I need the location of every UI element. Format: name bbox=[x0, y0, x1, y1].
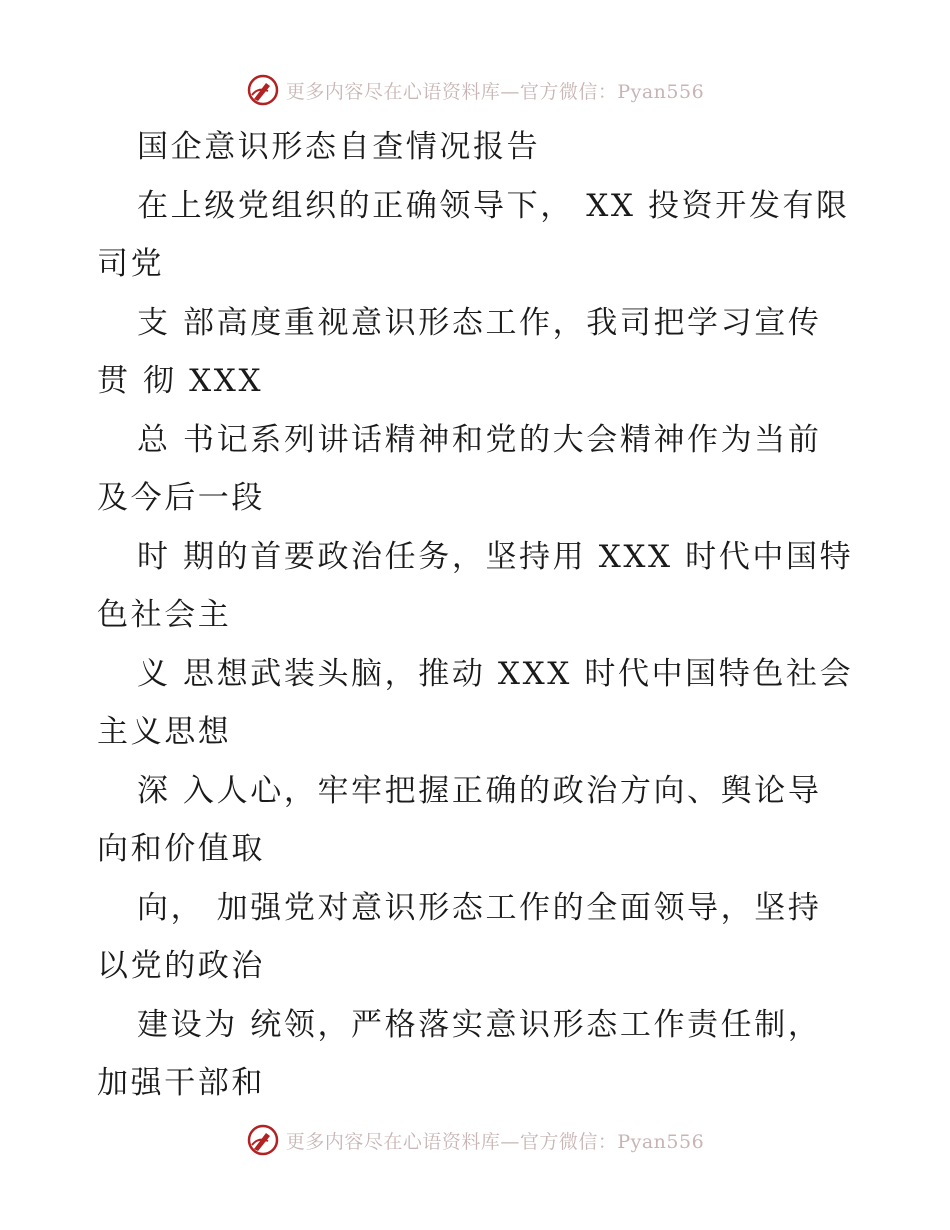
document-body bbox=[97, 118, 867, 1113]
paragraph-line: 支 部高度重视意识形态工作，我司把学习宣传 bbox=[137, 304, 822, 341]
paragraph-line: 时 期的首要政治任务，坚持用 XXX 时代中国特 bbox=[137, 538, 854, 575]
paragraph-line: 深 入人心，牢牢把握正确的政治方向、舆论导 bbox=[137, 772, 822, 809]
paragraph-line: 义 思想武装头脑，推动 XXX 时代中国特色社会 bbox=[137, 655, 854, 692]
paragraph-line: 向， 加强党对意识形态工作的全面领导，坚持 bbox=[137, 889, 822, 926]
paragraph-line: 向和价值取 bbox=[97, 831, 265, 867]
paragraph-line: 贯 彻 XXX bbox=[97, 363, 264, 399]
pen-circle-logo-icon bbox=[246, 1123, 280, 1157]
paragraph-line: 及今后一段 bbox=[97, 480, 265, 516]
paragraph-line: 加强干部和 bbox=[97, 1065, 265, 1101]
header-watermark bbox=[0, 70, 950, 110]
paragraph-line: 总 书记系列讲话精神和党的大会精神作为当前 bbox=[137, 421, 822, 458]
paragraph-line: 司党 bbox=[97, 246, 165, 282]
paragraph-line: 主义思想 bbox=[97, 714, 232, 750]
paragraph-line: 以党的政治 bbox=[97, 948, 265, 984]
paragraph-line: 在上级党组织的正确领导下， XX 投资开发有限 bbox=[137, 187, 850, 224]
footer-watermark bbox=[0, 1120, 950, 1160]
paragraph-line: 建设为 统领，严格落实意识形态工作责任制， bbox=[137, 1006, 822, 1043]
watermark-text: 更多内容尽在心语资料库—官方微信：Pyan556 bbox=[285, 80, 705, 103]
document-title: 国企意识形态自查情况报告 bbox=[137, 129, 541, 165]
watermark-text: 更多内容尽在心语资料库—官方微信：Pyan556 bbox=[285, 1130, 705, 1153]
pen-circle-logo-icon bbox=[246, 73, 280, 107]
paragraph-line: 色社会主 bbox=[97, 597, 232, 633]
